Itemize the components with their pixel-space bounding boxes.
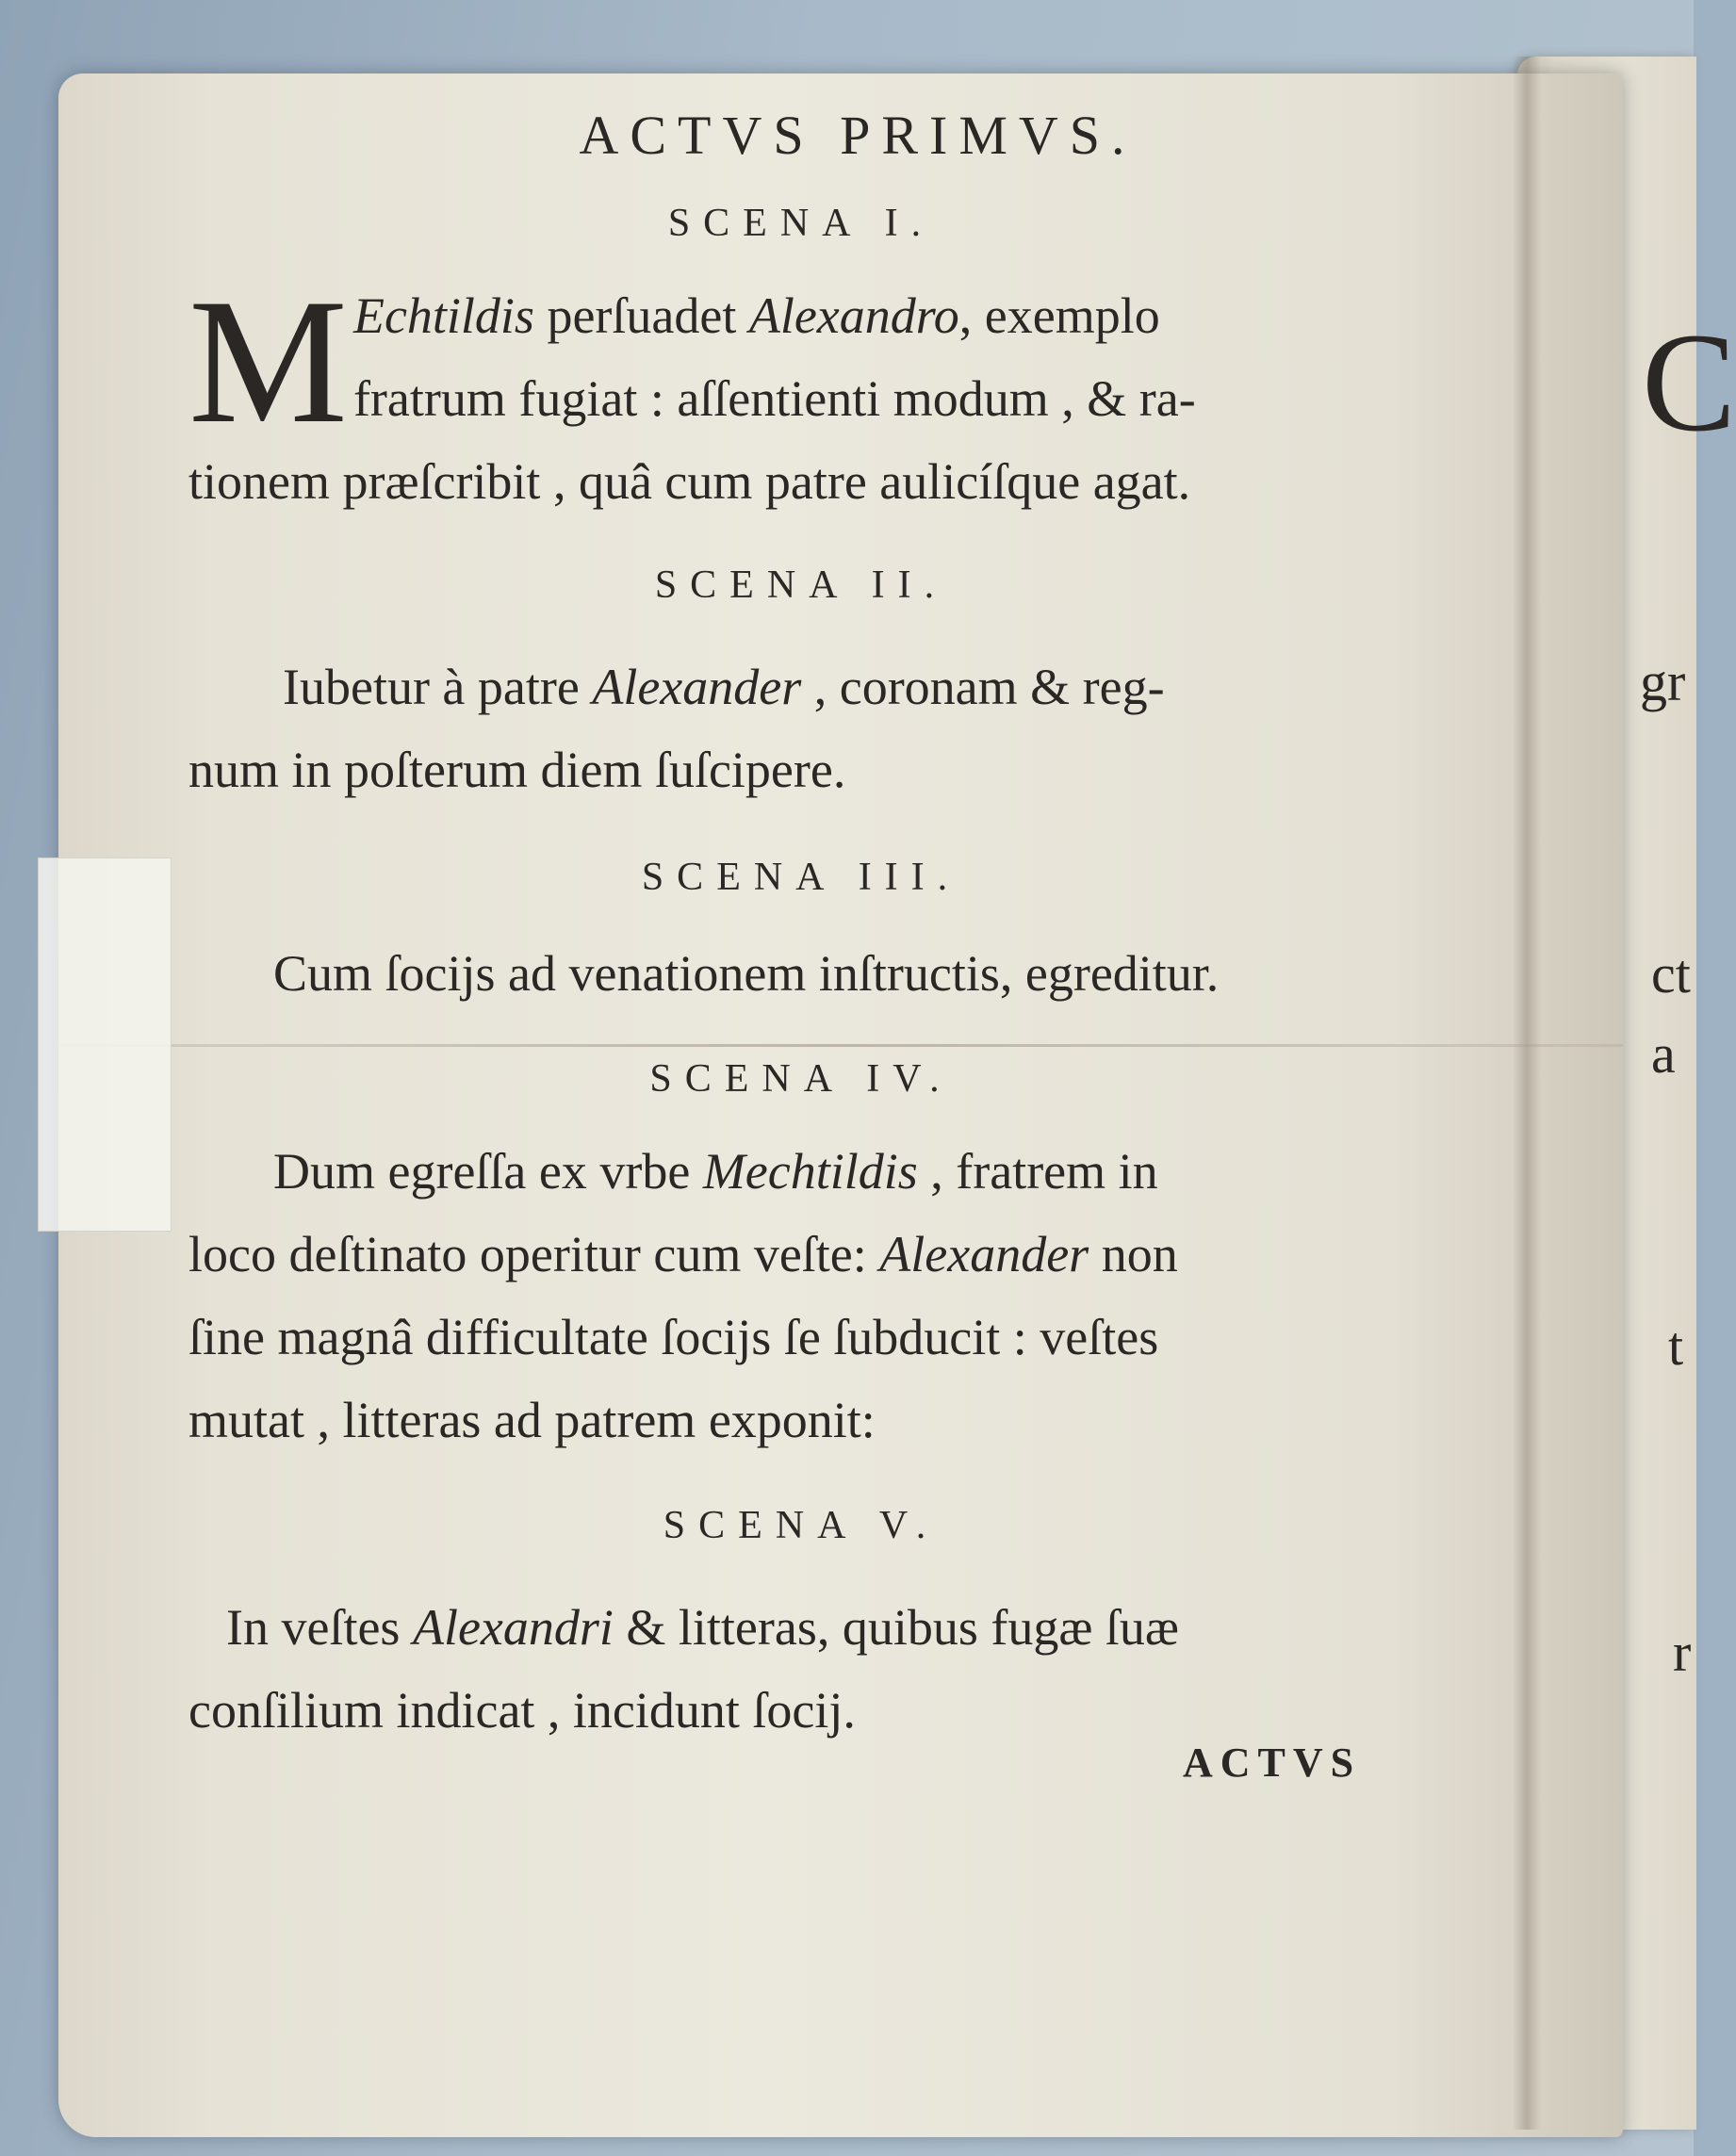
text-segment: ſine magnâ difficultate ſocijs ſe ſubducit : veſtes bbox=[188, 1309, 1159, 1365]
text-segment: Iubetur à patre bbox=[283, 659, 593, 715]
text-segment: Cum ſocijs ad venationem inſtructis, egreditur. bbox=[273, 945, 1220, 1002]
text-segment: , fratrem in bbox=[917, 1143, 1158, 1200]
text-segment: tionem præſcribit , quâ cum patre aulicíſque agat. bbox=[188, 453, 1191, 510]
italic-name: Alexander bbox=[592, 659, 802, 715]
scene-summary bbox=[188, 1130, 1414, 1462]
scene-heading: SCENA I. bbox=[667, 202, 935, 245]
italic-name: Alexandro bbox=[748, 287, 959, 344]
right-page-fragment: r bbox=[1673, 1622, 1692, 1683]
italic-name: Alexander bbox=[879, 1226, 1089, 1282]
text-segment: , coronam & reg- bbox=[801, 659, 1165, 715]
scene-summary bbox=[188, 1586, 1414, 1752]
scene-heading: SCENA III. bbox=[641, 856, 961, 899]
text-line bbox=[188, 274, 1414, 357]
text-line bbox=[188, 440, 1414, 523]
text-segment: In veſtes bbox=[226, 1599, 413, 1656]
text-line bbox=[188, 932, 1414, 1015]
page-text bbox=[188, 104, 1414, 1752]
text-segment: mutat , litteras ad patrem exponit: bbox=[188, 1392, 876, 1448]
text-segment: conſilium indicat , incidunt ſocij. bbox=[188, 1682, 856, 1739]
text-segment: perſuadet bbox=[533, 287, 749, 344]
text-line bbox=[188, 1379, 1414, 1462]
right-page-fragment: t bbox=[1668, 1315, 1684, 1377]
drop-capital: M bbox=[188, 263, 348, 461]
italic-name: Echtildis bbox=[352, 287, 534, 344]
act-title: ACTVS PRIMVS. bbox=[579, 105, 1137, 166]
text-line bbox=[188, 1296, 1414, 1379]
scene-summary bbox=[188, 645, 1414, 811]
text-segment: , exemplo bbox=[958, 287, 1160, 344]
scene-heading: SCENA II. bbox=[654, 564, 948, 607]
repair-tape bbox=[38, 858, 172, 1232]
scene-summary bbox=[188, 263, 1414, 523]
text-line bbox=[188, 1213, 1414, 1296]
text-segment: & litteras, quibus fugæ ſuæ bbox=[613, 1599, 1179, 1656]
text-line bbox=[188, 645, 1414, 728]
text-segment: Dum egreſſa ex vrbe bbox=[273, 1143, 703, 1200]
italic-name: Alexandri bbox=[412, 1599, 614, 1656]
scene-summary bbox=[188, 932, 1414, 1015]
right-page-fragment: ct bbox=[1651, 943, 1691, 1004]
text-line bbox=[188, 357, 1414, 440]
book-gutter bbox=[1513, 57, 1541, 2130]
text-line bbox=[188, 1130, 1414, 1213]
catchword: ACTVS bbox=[1183, 1740, 1362, 1786]
text-segment: num in poſterum diem ſuſcipere. bbox=[188, 742, 846, 798]
text-segment: non bbox=[1089, 1226, 1178, 1282]
text-segment: loco deſtinato operitur cum veſte: bbox=[188, 1226, 880, 1282]
scene-list bbox=[188, 201, 1414, 1752]
text-line bbox=[188, 1586, 1414, 1669]
right-page-fragment: gr bbox=[1640, 651, 1686, 712]
right-page-fragment: C bbox=[1642, 304, 1736, 461]
text-segment: fratrum fugiat : aſſentienti modum , & ra- bbox=[352, 370, 1196, 427]
text-line bbox=[188, 728, 1414, 811]
scene-heading: SCENA V. bbox=[663, 1504, 940, 1547]
scene-heading: SCENA IV. bbox=[649, 1057, 953, 1101]
right-page-fragment: a bbox=[1651, 1023, 1676, 1085]
italic-name: Mechtildis bbox=[702, 1143, 918, 1200]
